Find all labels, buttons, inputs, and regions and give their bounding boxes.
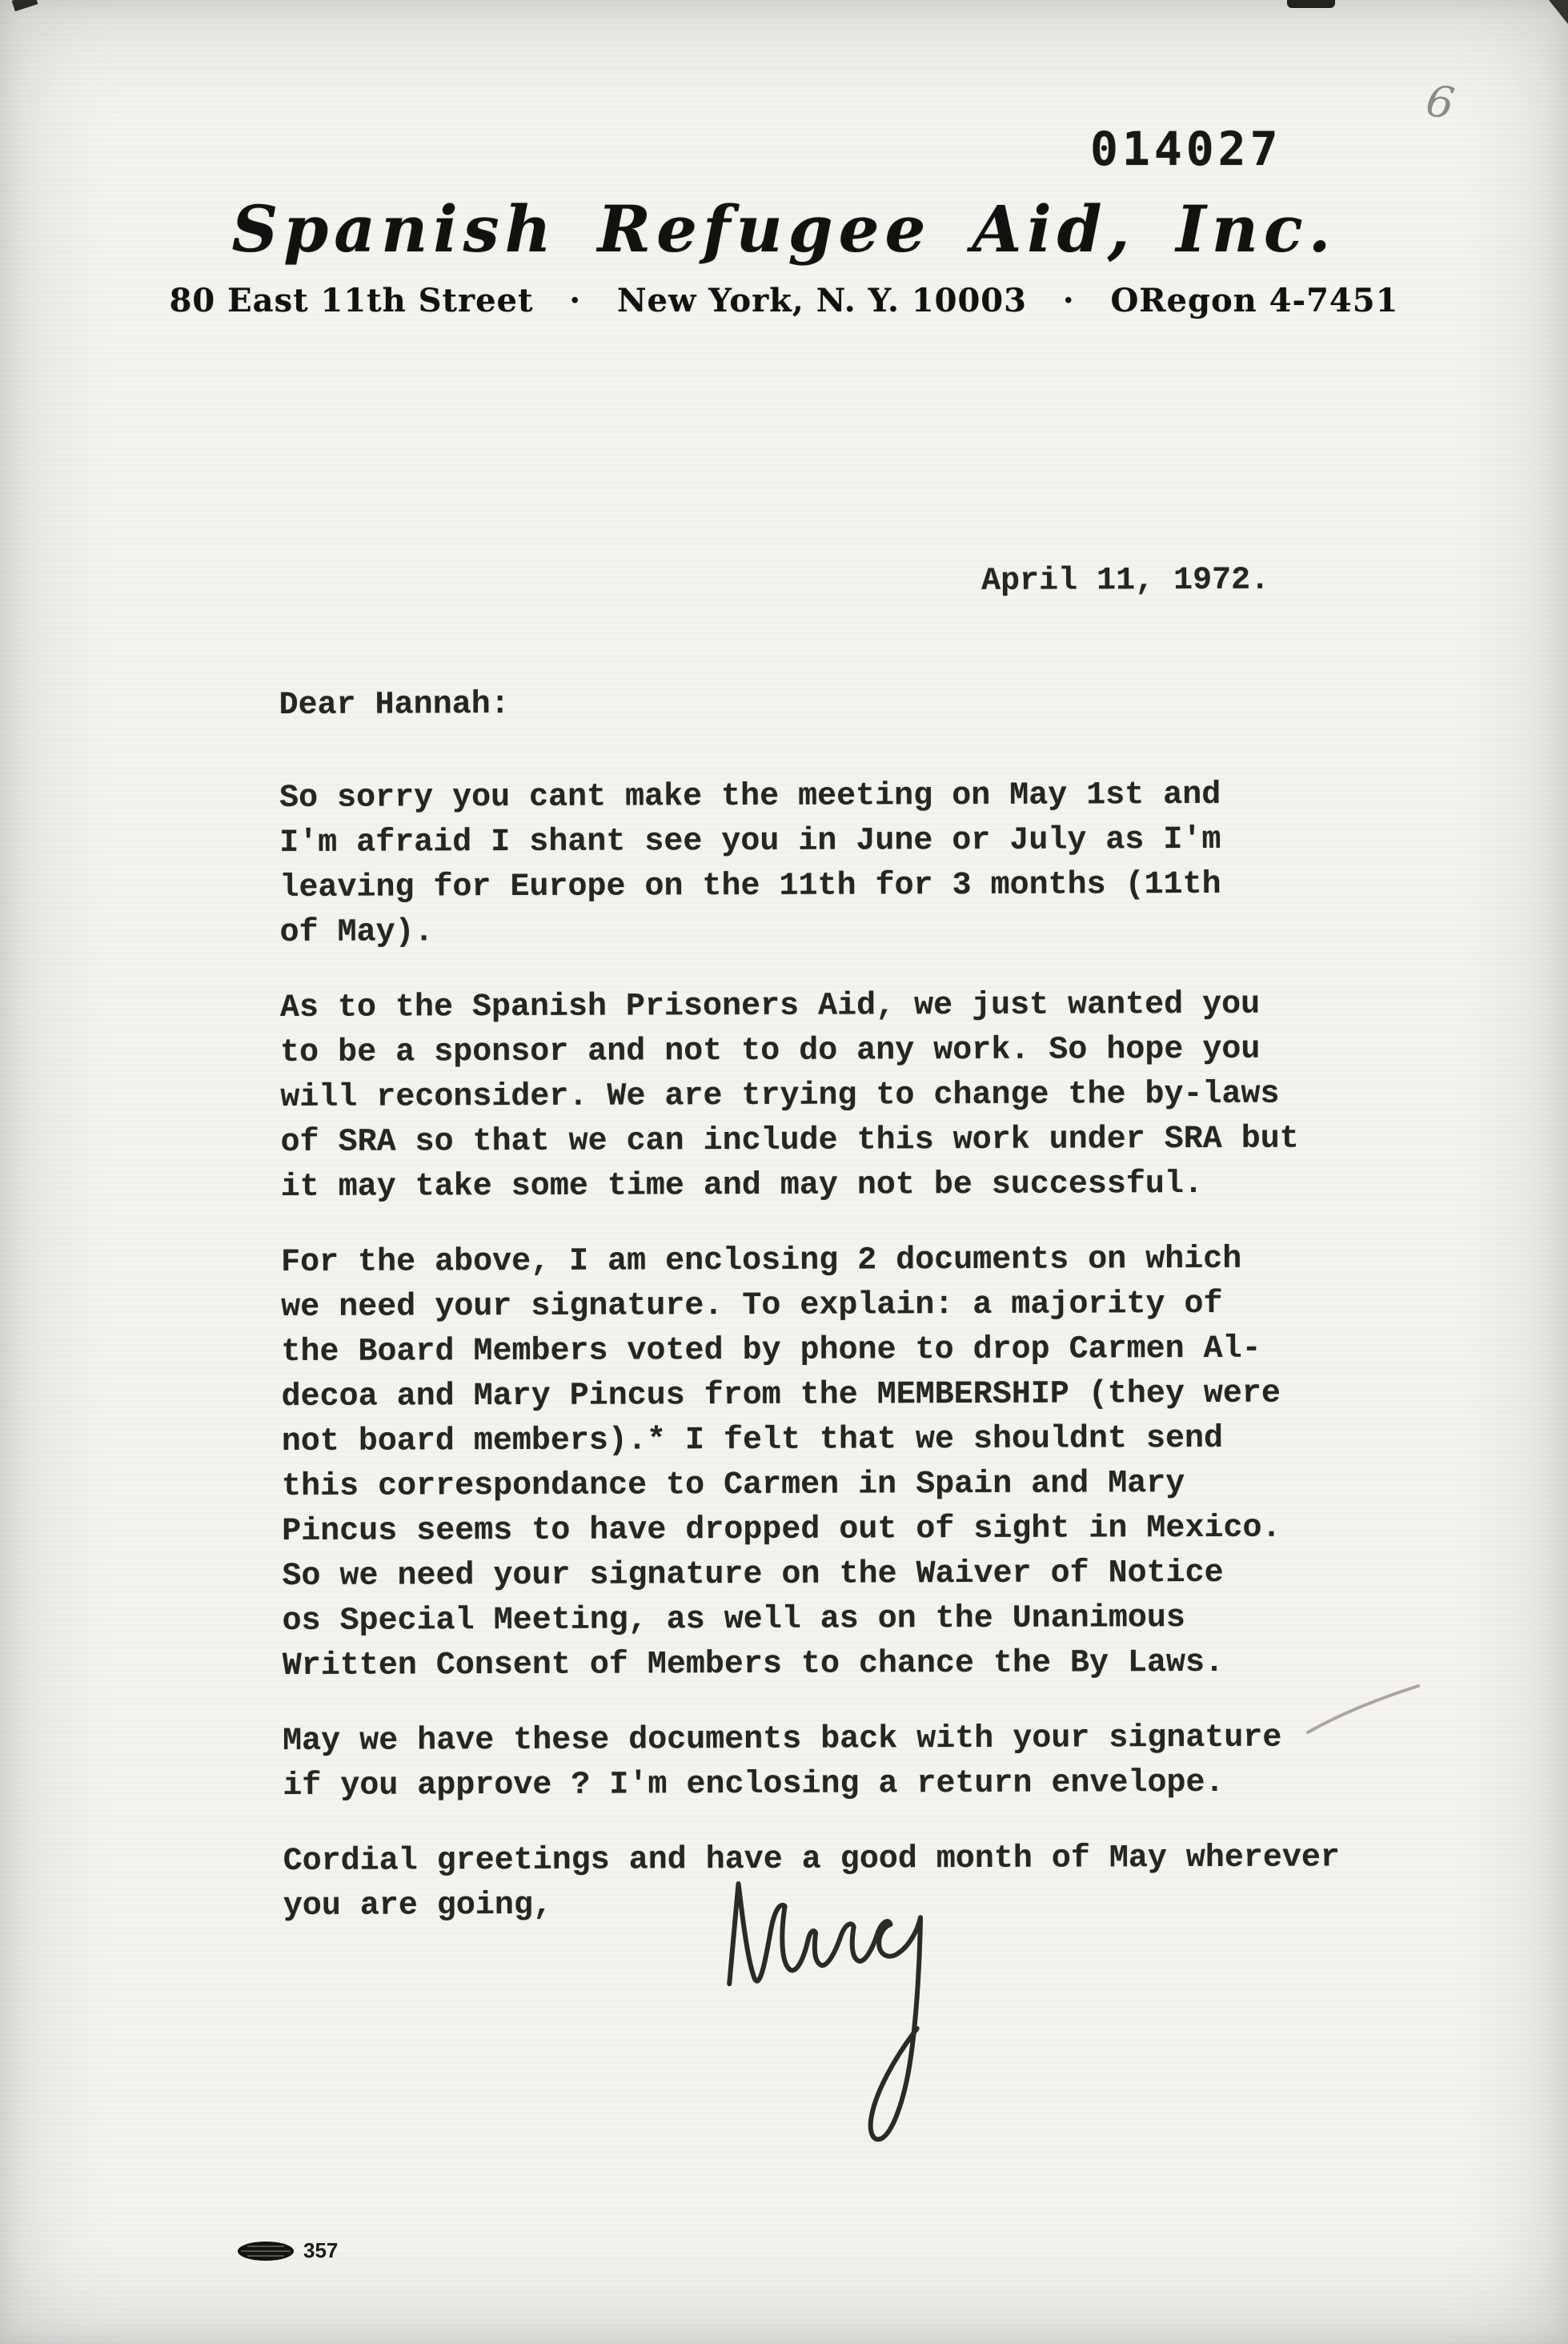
document-number-stamp: 014027: [1090, 122, 1282, 176]
salutation: Dear Hannah:: [279, 686, 510, 724]
letter-body: [279, 558, 1381, 1929]
paragraph-1: So sorry you cant make the meeting on May 1st and I'm afraid I shant see you in June or July as I'm leaving for Europe on the 11th for 3 months (11th of May).: [279, 777, 1221, 951]
footer-mark-number: 357: [303, 2238, 339, 2262]
footer-mark: [236, 2238, 338, 2263]
footer-mark-icon: [236, 2239, 295, 2263]
paragraph-5: Cordial greetings and have a good month of May wherever you are going,: [283, 1840, 1340, 1925]
letter-date: April 11, 1972.: [981, 562, 1270, 600]
org-address-line: 80 East 11th Street · New York, N. Y. 10003 · ORegon 4-7451: [169, 282, 1399, 319]
paragraph-2: As to the Spanish Prisoners Aid, we just wanted you to be a sponsor and not to do any work. So hope you will reconsider. We are trying to change the by-laws of SRA so that we can include this work under SRA but it may take some time and may not be successful.: [279, 986, 1299, 1206]
handwritten-page-mark: 6: [1422, 74, 1458, 130]
paragraph-4: May we have these documents back with your signature if you approve ? I'm enclosing a return envelope.: [283, 1720, 1282, 1804]
paragraph-3: For the above, I am enclosing 2 documents on which we need your signature. To explain: a majority of the Board Members voted by phone to drop Carmen Al- decoa and Mary Pincus from the MEMBERSHIP (they were not board members).* I felt that we shouldnt send this correspondance to Carmen in Spain and Mary Pincus seems to have dropped out of sight in Mexico. So we need your signature on the Waiver of Notice os Special Meeting, as well as on the Unanimous Written Consent of Members to chance the By Laws.: [280, 1241, 1281, 1684]
handwritten-signature: [719, 1856, 975, 2168]
letterhead: [0, 0, 1568, 323]
pencil-mark: [1303, 1680, 1423, 1740]
org-name: Spanish Refugee Aid, Inc.: [231, 191, 1337, 267]
scan-artifact: [1287, 0, 1335, 8]
